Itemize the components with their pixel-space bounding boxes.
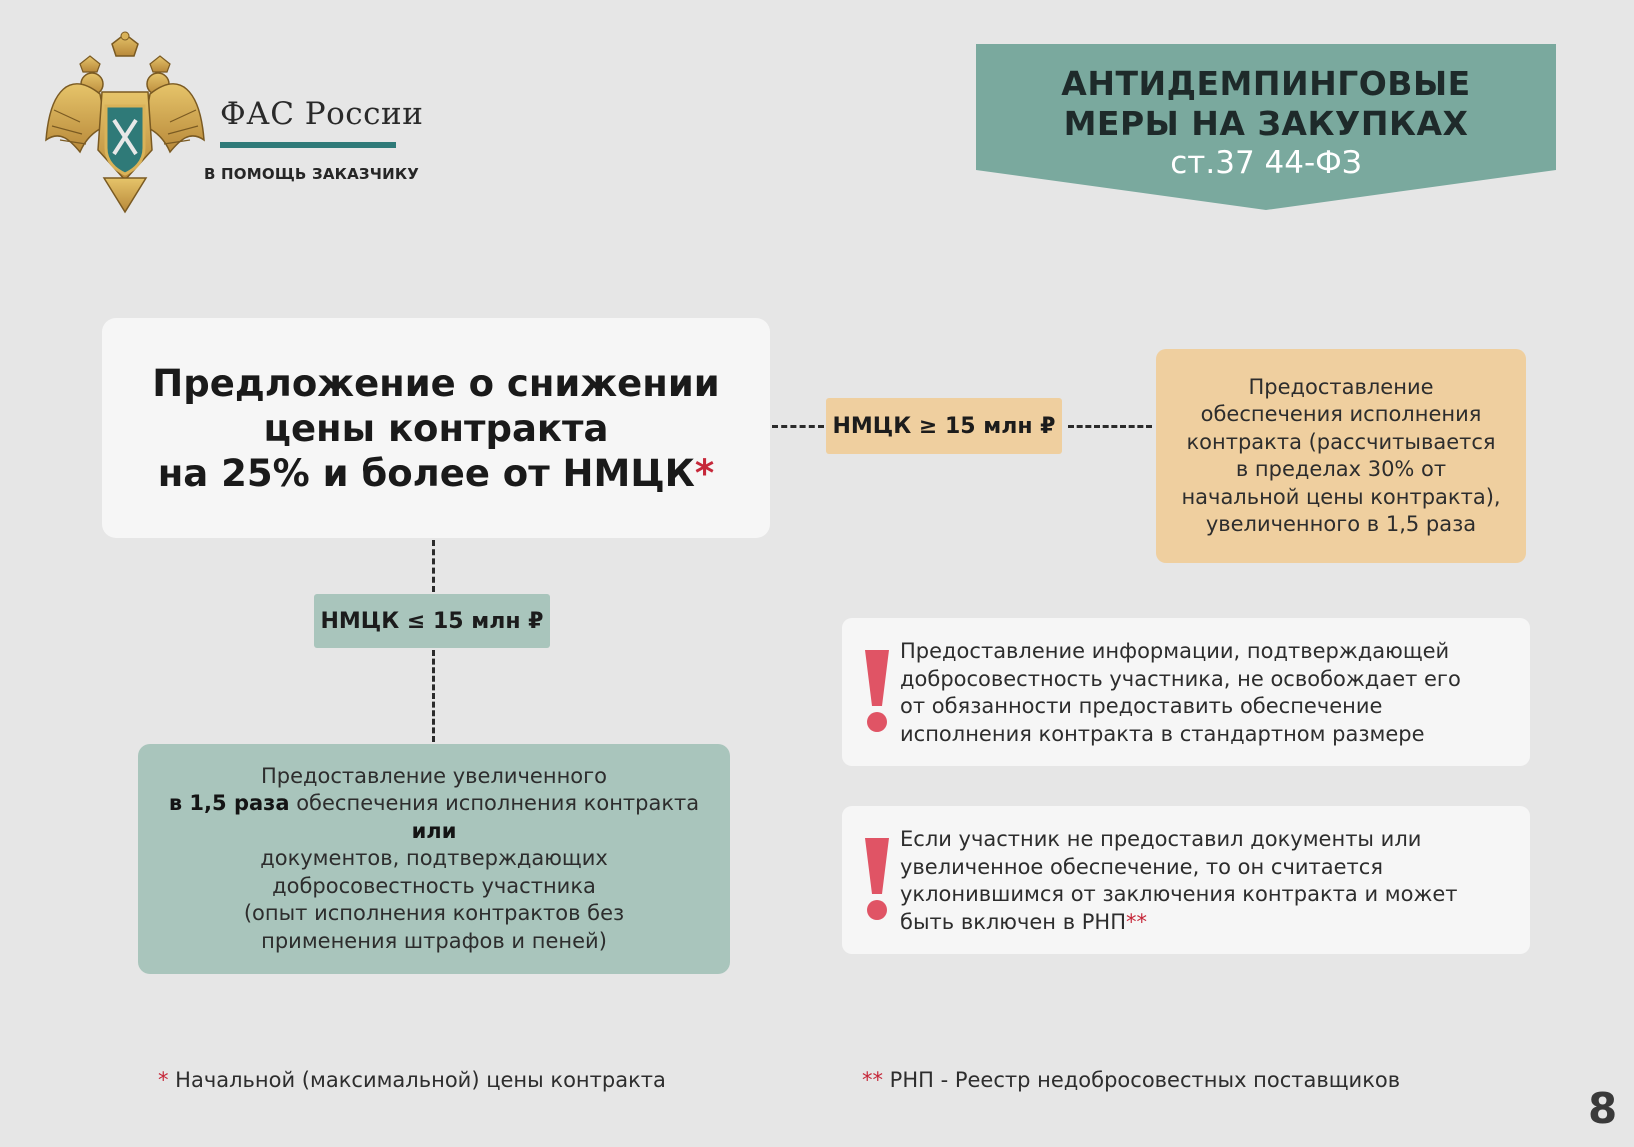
footnote-2 bbox=[862, 1068, 1400, 1092]
banner-title-line-1: АНТИДЕМПИНГОВЫЕ bbox=[1061, 64, 1471, 103]
banner-title-line-2: МЕРЫ НА ЗАКУПКАХ bbox=[1063, 104, 1469, 143]
low-line-4: документов, подтверждающих bbox=[260, 846, 608, 871]
warning-text-2 bbox=[900, 826, 1520, 936]
threshold-tag-low: НМЦК ≤ 15 млн ₽ bbox=[314, 594, 550, 648]
warning-1-line: от обязанности предоставить обеспечение bbox=[900, 694, 1383, 718]
warning-2-last-line: быть включен в РНП bbox=[900, 909, 1127, 934]
main-condition-card bbox=[102, 318, 770, 538]
warning-2-line: Если участник не предоставил документы или bbox=[900, 827, 1422, 851]
low-line-2 bbox=[169, 790, 699, 818]
org-name: ФАС России bbox=[220, 96, 424, 132]
connector-main-to-high-tag bbox=[772, 425, 824, 428]
high-line: начальной цены контракта), bbox=[1181, 484, 1501, 509]
connector-main-to-low-tag bbox=[432, 540, 435, 592]
high-line: Предоставление bbox=[1248, 374, 1434, 399]
high-line: в пределах 30% от bbox=[1235, 457, 1447, 481]
high-threshold-requirement-box bbox=[1156, 349, 1526, 563]
footnote-1-text: Начальной (максимальной) цены контракта bbox=[168, 1068, 666, 1092]
exclamation-icon bbox=[860, 834, 894, 924]
footnote-2-mark: ** bbox=[862, 1068, 883, 1092]
footnote-1-mark: * bbox=[158, 1068, 169, 1092]
low-threshold-requirement-box bbox=[138, 744, 730, 974]
warning-1-line: добросовестность участника, не освобождает его bbox=[900, 666, 1461, 691]
eagle-emblem-icon bbox=[40, 30, 210, 220]
low-line-2-rest: обеспечения исполнения контракта bbox=[289, 791, 700, 816]
footnote-1 bbox=[158, 1068, 666, 1092]
main-footnote-star: * bbox=[694, 451, 715, 495]
org-subtitle: В ПОМОЩЬ ЗАКАЗЧИКУ bbox=[204, 165, 420, 183]
high-line: обеспечения исполнения bbox=[1200, 402, 1482, 426]
banner-law-reference: ст.37 44-ФЗ bbox=[1170, 145, 1362, 181]
exclamation-icon bbox=[860, 646, 894, 736]
connector-low-tag-to-box bbox=[432, 650, 435, 742]
low-or-text: или bbox=[411, 818, 457, 843]
low-line-6: (опыт исполнения контрактов без bbox=[243, 901, 625, 926]
warning-1-line: исполнения контракта в стандартном размере bbox=[900, 721, 1425, 746]
page-number: 8 bbox=[1588, 1084, 1618, 1133]
threshold-tag-high: НМЦК ≥ 15 млн ₽ bbox=[826, 398, 1062, 454]
title-banner-text bbox=[976, 64, 1556, 182]
low-line-1: Предоставление увеличенного bbox=[260, 763, 608, 788]
warning-2-line: увеличенное обеспечение, то он считается bbox=[900, 854, 1383, 879]
warning-2-line: уклонившимся от заключения контракта и может bbox=[900, 882, 1458, 906]
warning-1-line: Предоставление информации, подтверждающей bbox=[900, 639, 1450, 663]
org-underline bbox=[220, 142, 396, 148]
main-line-3: на 25% и более от НМЦК bbox=[157, 451, 695, 495]
main-line-2: цены контракта bbox=[263, 406, 609, 450]
low-or bbox=[412, 818, 457, 846]
footnote-2-text: РНП - Реестр недобросовестных поставщиков bbox=[883, 1068, 1401, 1092]
high-line: увеличенного в 1,5 раза bbox=[1205, 512, 1477, 536]
warning-card-1 bbox=[842, 618, 1530, 766]
main-condition-text bbox=[152, 361, 719, 496]
low-line-5: добросовестность участника bbox=[272, 873, 596, 898]
warning-2-footnote-mark: ** bbox=[1126, 909, 1148, 934]
high-line: контракта (рассчитывается bbox=[1186, 429, 1496, 454]
main-line-1: Предложение о снижении bbox=[152, 361, 720, 405]
connector-high-tag-to-box bbox=[1068, 425, 1152, 428]
low-line-2-bold: в 1,5 раза bbox=[168, 791, 290, 816]
warning-text-1 bbox=[900, 638, 1520, 748]
warning-card-2 bbox=[842, 806, 1530, 954]
low-line-7: применения штрафов и пеней) bbox=[261, 928, 607, 953]
